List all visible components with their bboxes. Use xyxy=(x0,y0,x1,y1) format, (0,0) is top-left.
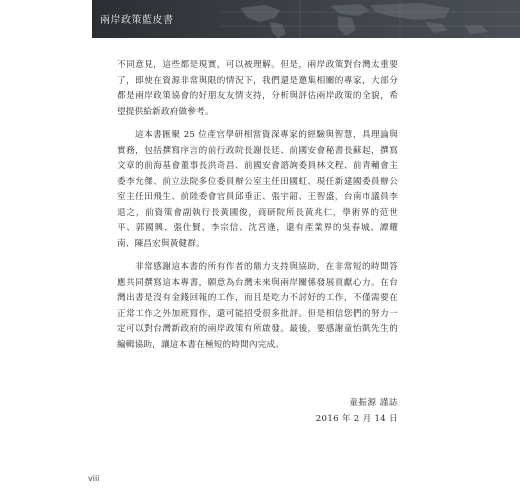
paragraph-acknowledgements: 非常感謝這本書的所有作者的鼎力支持與協助，在非常短的時間答應共同撰寫這本專書，願意為台灣未來與兩岸關係發展貢獻心力。在台灣出書是沒有金錢回報的工作，而且是吃力不討好的工作，不僅需要在正常工作之外加班寫作，還可能招受很多批評。但是相信您們的努力一定可以對台灣新政府的兩岸政策有所啟發。最後，要感謝童怡凱先生的編輯協助，讓這本書在極短的時間內完成。 xyxy=(117,262,398,350)
header-band xyxy=(92,0,520,38)
signature-date: 2016 年 2 月 14 日 xyxy=(315,414,398,424)
preface-body xyxy=(117,58,398,361)
author-signature: 童振源 謹誌 xyxy=(349,398,398,408)
paragraph-contributors: 這本書匯聚 25 位產官學研相當資深專家的經驗與智慧，具理論與實務，包括撰寫序言的前行政院長謝長廷、前國安會秘書長蘇起，撰寫文章的前海基會董事長洪奇昌、前國安會諮詢委員林文程、前青輔會主委李允傑、前立法院多位委員辦公室主任田國虹、現任新建國委員辦公室主任田飛生、前陸委會官員邱垂正、張宇韶、王智盛，台南市議員李退之，前資策會副執行長黃國俊，商研院所長黃兆仁，學術界的范世平、郭國興、張仕賢、李宗信、沈宮逢，還有產業界的吳春城、譚耀南、陳昌宏與黃健群。 xyxy=(117,130,398,249)
running-header-title: 兩岸政策藍皮書 xyxy=(100,15,174,26)
world-map-graphic xyxy=(220,0,520,38)
page-number: viii xyxy=(88,474,100,483)
paragraph-continuation: 不同意見，這些都是現實，可以被理解。但是，兩岸政策對台灣太重要了，即使在資源非常與限的情況下，我們還是邀集相關的專家，大部分都是兩岸政策協會的好朋友友情支持，分析與評估兩岸政策的全貌，希望提供給新政府做參考。 xyxy=(117,60,398,117)
